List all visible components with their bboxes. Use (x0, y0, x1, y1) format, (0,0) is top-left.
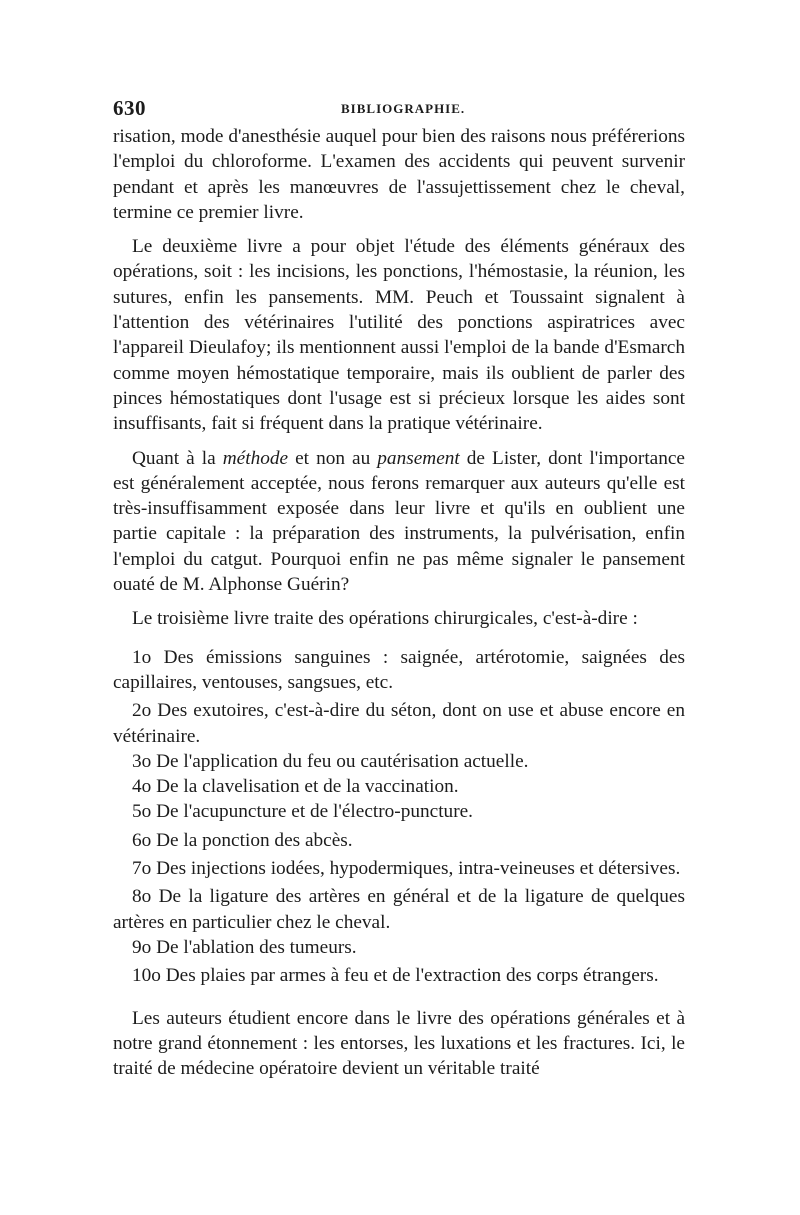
list-item: 4o De la clavelisation et de la vaccination. (132, 776, 459, 798)
operations-list (113, 645, 685, 989)
paragraph-1: risation, mode d'anesthésie auquel pour bien des raisons nous préférerions l'emploi du chloroforme. L'examen des accidents qui peuvent survenir pendant et après les manœuvres de l'assujettissement chez le cheval, termine ce premier livre. (113, 126, 685, 223)
list-item: 8o De la ligature des artères en général et de la ligature de quelques artères en particulier chez le cheval. (113, 886, 685, 933)
list-item: 10o Des plaies par armes à feu et de l'extraction des corps étrangers. (132, 965, 659, 987)
list-item: 1o Des émissions sanguines : saignée, artérotomie, saignées des capillaires, ventouses, sangsues, etc. (113, 646, 685, 693)
paragraph-4: Le troisième livre traite des opérations chirurgicales, c'est-à-dire : (132, 608, 638, 630)
paragraph-3-part-c: de Lister, dont l'importance est généralement acceptée, nous ferons remarquer aux auteurs qu'elle est très-insuffisamment exposée dans leur livre et qu'ils en oublient une partie capitale : la préparation des instruments, la pulvérisation, enfin l'emploi du catgut. Pourquoi enfin ne pas même signaler le pansement ouaté de M. Alphonse Guérin? (113, 447, 685, 596)
list-item: 6o De la ponction des abcès. (132, 829, 353, 851)
list-item: 2o Des exutoires, c'est-à-dire du séton, dont on use et abuse encore en vétérinaire. (113, 700, 685, 747)
emphasis-pansement: pansement (377, 447, 460, 469)
body-text (113, 124, 685, 1081)
list-item: 5o De l'acupuncture et de l'électro-puncture. (132, 801, 473, 823)
paragraph-3-part-b: et non au (288, 447, 378, 469)
paragraph-2: Le deuxième livre a pour objet l'étude des éléments généraux des opérations, soit : les incisions, les ponctions, l'hémostasie, la réunion, les sutures, enfin les pansements. MM. Peuch et Toussaint signalent à l'attention des vétérinaires l'utilité des ponctions aspiratrices avec l'appareil Dieulafoy; ils mentionnent aussi l'emploi de la bande d'Esmarch comme moyen hémostatique temporaire, mais ils oublient de parler des pinces hémostatiques dont l'usage est si précieux lorsque les aides sont insuffisants, fait si fréquent dans la pratique vétérinaire. (113, 236, 685, 435)
paragraph-3 (113, 446, 685, 598)
running-head: BIBLIOGRAPHIE. (341, 101, 466, 116)
list-item: 7o Des injections iodées, hypodermiques, intra-veineuses et détersives. (132, 858, 681, 880)
page-number: 630 (113, 96, 146, 120)
page-header (113, 96, 685, 124)
list-item: 9o De l'ablation des tumeurs. (132, 936, 357, 958)
closing-paragraph: Les auteurs étudient encore dans le livre des opérations générales et à notre grand étonnement : les entorses, les luxations et les fractures. Ici, le traité de médecine opératoire devient un véritable traité (113, 1007, 685, 1080)
document-page (113, 96, 685, 1081)
list-item: 3o De l'application du feu ou cautérisation actuelle. (132, 750, 529, 772)
paragraph-3-part-a: Quant à la (132, 447, 223, 469)
emphasis-methode: méthode (222, 447, 289, 469)
